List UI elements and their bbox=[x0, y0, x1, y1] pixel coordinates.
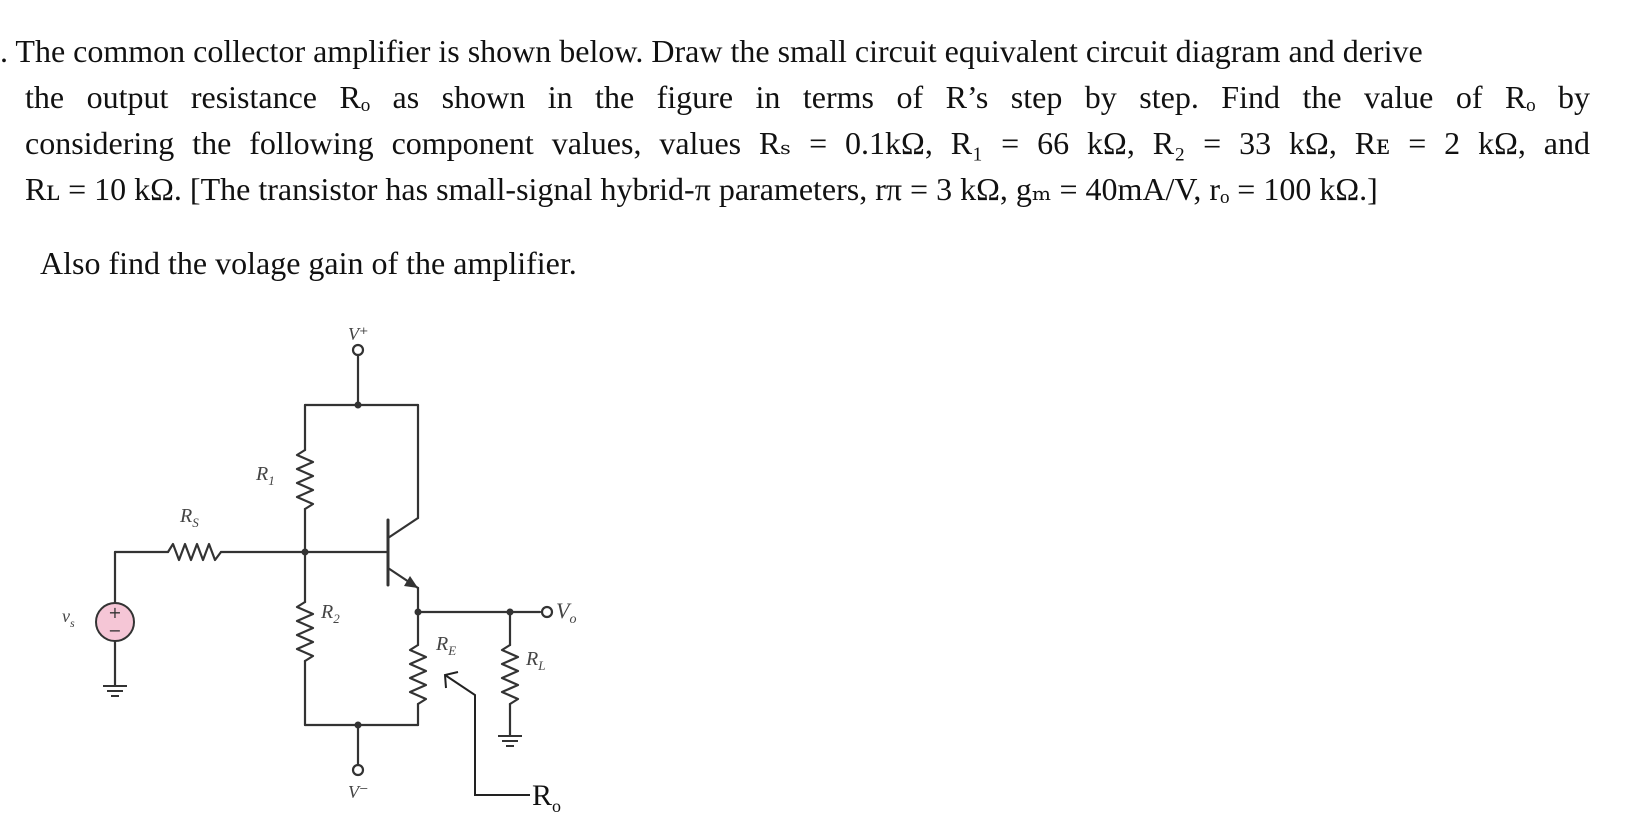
vminus-label: V⁻ bbox=[348, 782, 369, 802]
problem-line-4: Rʟ = 10 kΩ. [The transistor has small-signal hybrid-π parameters, rπ = 3 kΩ, gₘ = 40mA/V, rₒ = 100 kΩ.] bbox=[25, 171, 1378, 207]
problem-line-3: considering the following component values, values Rₛ = 0.1kΩ, R₁ = 66 kΩ, R₂ = 33 kΩ, Rᴇ = 2 kΩ, and bbox=[25, 125, 1590, 161]
problem-line-1: . The common collector amplifier is shown below. Draw the small circuit equivalent circuit diagram and derive bbox=[0, 33, 1423, 69]
common-collector-circuit bbox=[0, 320, 620, 820]
re-label: $R_E$ bbox=[436, 633, 457, 658]
r2-label: $R_2$ bbox=[321, 601, 340, 626]
ro-label: $R_o$ bbox=[532, 779, 562, 816]
emitter-arrow bbox=[404, 576, 418, 588]
re-resistor bbox=[410, 645, 426, 704]
r1-label: $R_1$ bbox=[256, 463, 275, 488]
vminus-terminal bbox=[353, 765, 363, 775]
problem-line-2: the output resistance Rₒ as shown in the figure in terms of R’s step by step. Find the value of Rₒ by bbox=[25, 79, 1590, 115]
rs-resistor bbox=[168, 544, 221, 560]
vplus-label: V⁺ bbox=[348, 324, 369, 344]
voltage-gain-question: Also find the volage gain of the amplifier. bbox=[40, 245, 577, 281]
problem-statement bbox=[0, 28, 1600, 212]
problem-paragraph bbox=[0, 28, 1600, 212]
r1-resistor bbox=[297, 450, 313, 509]
ground-symbol bbox=[103, 686, 127, 696]
r2-resistor bbox=[297, 602, 313, 661]
source-plus-sign: + bbox=[108, 603, 122, 622]
vs-label: $v_s$ bbox=[62, 606, 75, 630]
vplus-terminal bbox=[353, 345, 363, 355]
rl-resistor bbox=[502, 645, 518, 704]
rl-label: $R_L$ bbox=[526, 648, 546, 673]
vo-label: $V_o$ bbox=[556, 598, 577, 627]
ground-symbol bbox=[498, 736, 522, 746]
rs-label: $R_S$ bbox=[180, 505, 199, 530]
vo-terminal bbox=[542, 607, 552, 617]
source-minus-sign: − bbox=[108, 621, 122, 640]
